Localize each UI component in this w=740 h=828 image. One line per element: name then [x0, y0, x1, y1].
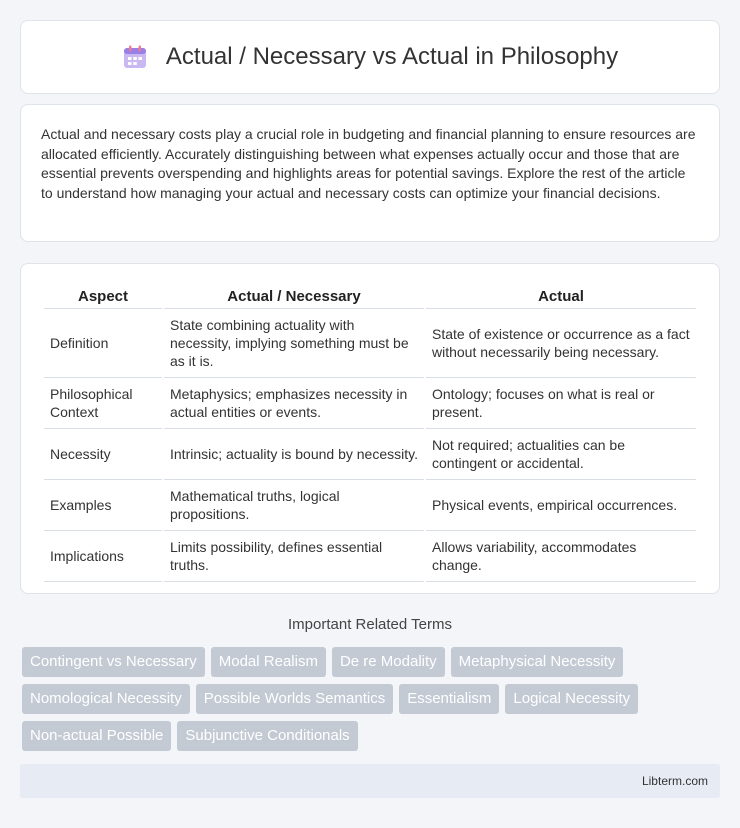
- tag-metaphysical-necessity[interactable]: Metaphysical Necessity: [451, 647, 624, 677]
- tag-modal-realism[interactable]: Modal Realism: [211, 647, 326, 677]
- footer-brand[interactable]: Libterm.com: [641, 774, 708, 788]
- cell-actual: State of existence or occurrence as a fact without necessarily being necessary.: [426, 309, 696, 378]
- table-row: [44, 429, 696, 480]
- cell-aspect: Necessity: [44, 429, 162, 480]
- intro-card: [20, 104, 720, 242]
- table-row: [44, 378, 696, 429]
- tag-possible-worlds-semantics[interactable]: Possible Worlds Semantics: [196, 684, 393, 714]
- cell-aspect: Philosophical Context: [44, 378, 162, 429]
- page-title: Actual / Necessary vs Actual in Philosophy: [165, 43, 619, 70]
- table-header-row: [44, 284, 696, 309]
- cell-actual: Not required; actualities can be contingent or accidental.: [426, 429, 696, 480]
- cell-actual-necessary: Metaphysics; emphasizes necessity in actual entities or events.: [164, 378, 424, 429]
- tag-essentialism[interactable]: Essentialism: [399, 684, 499, 714]
- cell-actual: Physical events, empirical occurrences.: [426, 480, 696, 531]
- cell-actual-necessary: State combining actuality with necessity, implying something must be as it is.: [164, 309, 424, 378]
- tag-de-re-modality[interactable]: De re Modality: [332, 647, 445, 677]
- table-row: [44, 531, 696, 582]
- tag-nomological-necessity[interactable]: Nomological Necessity: [22, 684, 190, 714]
- table-row: [44, 480, 696, 531]
- cell-aspect: Definition: [44, 309, 162, 378]
- header-actual-necessary: Actual / Necessary: [164, 284, 424, 309]
- cell-actual: Ontology; focuses on what is real or present.: [426, 378, 696, 429]
- comparison-table: [42, 284, 698, 582]
- header-actual: Actual: [426, 284, 696, 309]
- cell-aspect: Implications: [44, 531, 162, 582]
- cell-aspect: Examples: [44, 480, 162, 531]
- header-card: [20, 20, 720, 94]
- tag-contingent-vs-necessary[interactable]: Contingent vs Necessary: [22, 647, 205, 677]
- related-terms-section: [20, 616, 720, 751]
- related-terms-tags: [20, 647, 720, 751]
- table-row: [44, 309, 696, 378]
- tag-logical-necessity[interactable]: Logical Necessity: [505, 684, 638, 714]
- cell-actual-necessary: Mathematical truths, logical propositions.: [164, 480, 424, 531]
- tag-non-actual-possible[interactable]: Non-actual Possible: [22, 721, 171, 751]
- tag-subjunctive-conditionals[interactable]: Subjunctive Conditionals: [177, 721, 357, 751]
- comparison-table-card: [20, 263, 720, 594]
- footer: [20, 764, 720, 798]
- calendar-icon: [122, 44, 148, 70]
- cell-actual: Allows variability, accommodates change.: [426, 531, 696, 582]
- header-aspect: Aspect: [44, 284, 162, 309]
- intro-text: Actual and necessary costs play a crucial role in budgeting and financial planning to ensure resources are allocated efficiently. Accurately distinguishing between what expenses actually occur and those that are essential prevents overspending and highlights areas for potential savings. Explore the rest of the article to understand how managing your actual and necessary costs can optimize your financial decisions.: [41, 126, 696, 201]
- cell-actual-necessary: Intrinsic; actuality is bound by necessity.: [164, 429, 424, 480]
- cell-actual-necessary: Limits possibility, defines essential truths.: [164, 531, 424, 582]
- related-terms-heading: Important Related Terms: [288, 616, 452, 633]
